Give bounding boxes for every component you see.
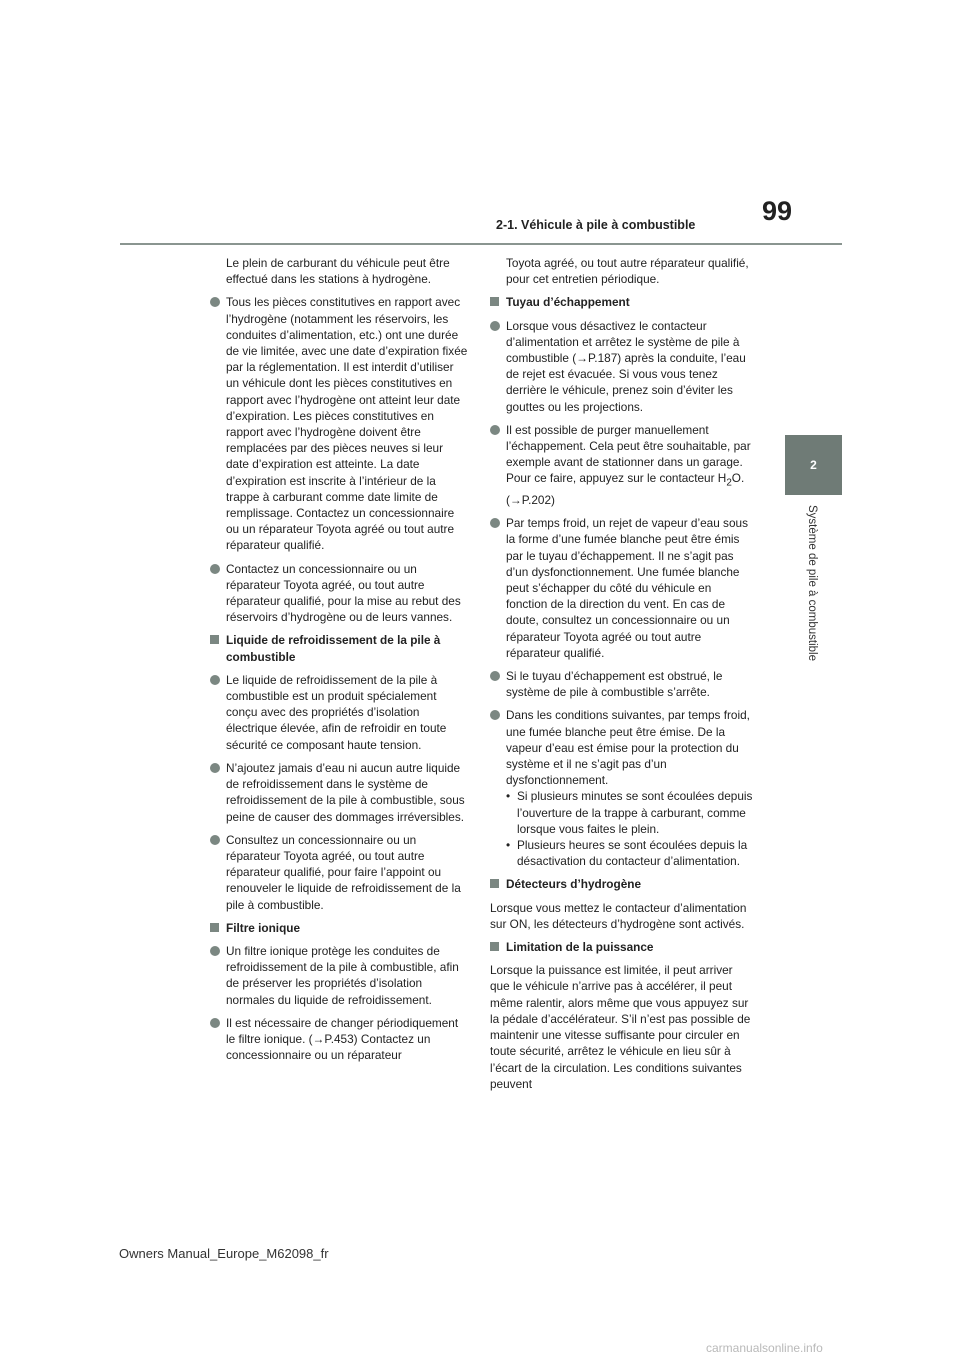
manual-id: Owners Manual_Europe_M62098_fr bbox=[119, 1246, 329, 1261]
list-item: Consultez un concessionnaire ou un réparateur Toyota agréé, ou tout autre réparateur qualifié, pour faire l’appoint ou renouveler le liquide de refroidissement de la pile à combustible. bbox=[210, 832, 468, 913]
list-item: Il est possible de purger manuellement l’échappement. Cela peut être souhaitable, par exemple avant de stationner dans un garage. Pour ce faire, appuyez sur le contacteur $H_2O$. (→P.202) bbox=[490, 422, 754, 508]
bullet-icon bbox=[210, 297, 220, 307]
square-bullet-icon bbox=[210, 635, 219, 644]
square-bullet-icon bbox=[210, 923, 219, 932]
section-heading-hydrogen-detectors: Détecteurs d’hydrogène bbox=[490, 876, 754, 892]
square-bullet-icon bbox=[490, 297, 499, 306]
list-item: Un filtre ionique protège les conduites de refroidissement de la pile à combustible, afin de préserver les propriétés d’isolation normales du liquide de refroidissement. bbox=[210, 943, 468, 1008]
list-item: Dans les conditions suivantes, par temps froid, une fumée blanche peut être émise. De la vapeur d’eau est émise pour la protection du système et il ne s’agit pas d’un dysfonctionnement. • Si plusieurs minutes se sont écoulées depuis l’ouverture de la trappe à carburant, comme lorsque vous faites le plein. • Plusieurs heures se sont écoulées depuis la désactivation du contacteur d’alimentation. bbox=[490, 707, 754, 869]
right-column bbox=[490, 255, 754, 1099]
bullet-icon bbox=[490, 710, 500, 720]
list-item: N’ajoutez jamais d’eau ni aucun autre liquide de refroidissement dans le système de refroidissement de la pile à combustible, sous peine de causer des dommages irréversibles. bbox=[210, 760, 468, 825]
sub-list-item: • Si plusieurs minutes se sont écoulées depuis l’ouverture de la trappe à carburant, comme lorsque vous faites le plein. bbox=[506, 789, 753, 836]
bullet-icon bbox=[210, 564, 220, 574]
bullet-icon bbox=[210, 1018, 220, 1028]
list-item: Si le tuyau d’échappement est obstrué, le système de pile à combustible s’arrête. bbox=[490, 668, 754, 700]
chapter-tab[interactable] bbox=[785, 435, 842, 495]
square-bullet-icon bbox=[490, 879, 499, 888]
chapter-number: 2 bbox=[810, 458, 817, 472]
list-item: Il est nécessaire de changer périodiquement le filtre ionique. (→P.453) Contactez un concessionnaire ou un réparateur bbox=[210, 1015, 468, 1064]
list-item: Tous les pièces constitutives en rapport avec l’hydrogène (notamment les réservoirs, les conduites d’alimentation, etc.) ont une durée de vie limitée, avec une date d’expiration fixée par la réglementation. Il est interdit d’utiliser un véhicule dont les pièces constitutives en rapport avec l’hydrogène ont atteint leur date d’expiration. Les pièces constitutives en rapport avec l’hydrogène doivent être remplacées par des pièces neuves si leur date d’expiration est atteinte. La date d’expiration est inscrite à l’intérieur de la trappe à carburant comme date limite de remplissage. Contactez un concessionnaire ou un réparateur Toyota agréé ou tout autre réparateur qualifié. bbox=[210, 294, 468, 553]
list-item: Par temps froid, un rejet de vapeur d’eau sous la forme d’une fumée blanche peut être émis par le tuyau d’échappement. Il ne s’agit pas d’un dysfonctionnement. Une fumée blanche peut s’échapper du côté du véhicule en fonction de la direction du vent. En cas de doute, consultez un concessionnaire ou un réparateur Toyota agréé ou tout autre réparateur qualifié. bbox=[490, 515, 754, 661]
page-number: 99 bbox=[762, 196, 793, 226]
list-item: Contactez un concessionnaire ou un réparateur Toyota agréé, ou tout autre réparateur qualifié, pour la mise au rebut des réservoirs d’hydrogène ou de leurs vannes. bbox=[210, 561, 468, 626]
bullet-icon bbox=[210, 946, 220, 956]
section-title: 2-1. Véhicule à pile à combustible bbox=[496, 218, 696, 232]
left-column bbox=[210, 255, 468, 1070]
sub-list-item: • Plusieurs heures se sont écoulées depuis la désactivation du contacteur d’alimentation. bbox=[506, 838, 748, 869]
header-divider bbox=[120, 243, 842, 245]
bullet-icon bbox=[210, 763, 220, 773]
bullet-icon bbox=[210, 835, 220, 845]
section-heading-ion-filter: Filtre ionique bbox=[210, 920, 468, 936]
section-heading-power-limit: Limitation de la puissance bbox=[490, 939, 754, 955]
paragraph: Lorsque vous mettez le contacteur d’alimentation sur ON, les détecteurs d’hydrogène sont activés. bbox=[490, 900, 747, 931]
bullet-icon bbox=[490, 321, 500, 331]
chapter-title: Système de pile à combustible bbox=[806, 505, 818, 661]
bullet-icon bbox=[490, 518, 500, 528]
section-heading-coolant: Liquide de refroidissement de la pile à combustible bbox=[210, 632, 468, 664]
bullet-icon bbox=[490, 671, 500, 681]
section-heading-exhaust: Tuyau d’échappement bbox=[490, 294, 754, 310]
watermark: carmanualsonline.info bbox=[706, 1341, 823, 1355]
continued-paragraph: Le plein de carburant du véhicule peut être effectué dans les stations à hydrogène. bbox=[226, 256, 450, 287]
square-bullet-icon bbox=[490, 942, 499, 951]
list-item: Le liquide de refroidissement de la pile à combustible est un produit spécialement conçu avec des propriétés d’isolation électrique élevée, afin de refroidir en toute sécurité ce composant haute tension. bbox=[210, 672, 468, 753]
bullet-icon bbox=[490, 425, 500, 435]
list-item: Lorsque vous désactivez le contacteur d’alimentation et arrêtez le système de pile à combustible (→P.187) après la conduite, l’eau de rejet est évacuée. Si vous vous tenez derrière le véhicule, prenez soin d’éviter les gouttes ou les projections. bbox=[490, 318, 754, 415]
bullet-icon bbox=[210, 675, 220, 685]
paragraph: Lorsque la puissance est limitée, il peut arriver que le véhicule n’arrive pas à accélérer, il peut même ralentir, alors même que vous appuyez sur la pédale d’accélérateur. S’il n’est pas possible de maintenir une vitesse suffisante pour circuler en toute sécurité, arrêtez le véhicule en lieu sûr à l’écart de la circulation. Les conditions suivantes peuvent bbox=[490, 963, 751, 1091]
continued-paragraph: Toyota agréé, ou tout autre réparateur qualifié, pour cet entretien périodique. bbox=[506, 256, 749, 287]
